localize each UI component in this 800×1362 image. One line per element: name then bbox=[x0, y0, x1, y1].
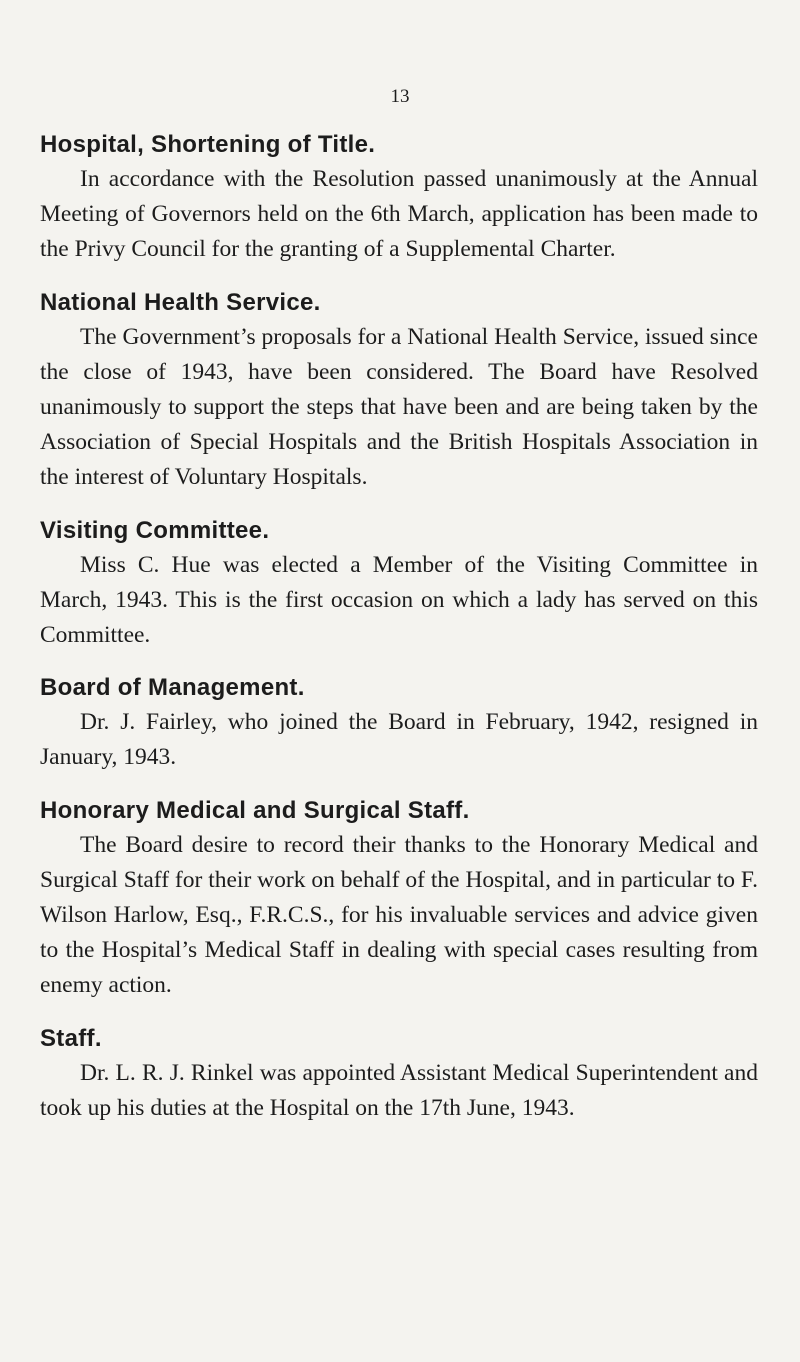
section-national-health-service bbox=[40, 286, 758, 496]
section-board-of-management bbox=[40, 671, 758, 775]
section-heading: Visiting Committee. bbox=[40, 516, 270, 544]
section-body: The Board desire to record their thanks to the Honorary Medical and Surgical Staff for their work on behalf of the Hospital, and in particular to F. Wilson Harlow, Esq., F.R.C.S., for his invaluable services and advice given to the Hospital’s Medical Staff in dealing with special cases resulting from enemy action. bbox=[40, 831, 758, 999]
section-hospital-title bbox=[40, 128, 758, 268]
page-number: 13 bbox=[390, 86, 410, 107]
section-body: In accordance with the Resolution passed unanimously at the Annual Meeting of Governors held on the 6th March, application has been made to the Privy Council for the granting of a Supplemental Charter. bbox=[40, 166, 758, 263]
section-body: Dr. J. Fairley, who joined the Board in February, 1942, resigned in January, 1943. bbox=[40, 709, 758, 771]
section-heading: Staff. bbox=[40, 1024, 102, 1052]
section-visiting-committee bbox=[40, 514, 758, 654]
section-staff bbox=[40, 1022, 758, 1126]
section-heading: Honorary Medical and Surgical Staff. bbox=[40, 796, 470, 824]
section-honorary-staff bbox=[40, 794, 758, 1004]
page-content bbox=[40, 128, 758, 1126]
section-heading: National Health Service. bbox=[40, 288, 321, 316]
section-body: Miss C. Hue was elected a Member of the Visiting Committee in March, 1943. This is the first occasion on which a lady has served on this Committee. bbox=[40, 551, 758, 649]
section-heading: Board of Management. bbox=[40, 674, 305, 702]
section-body: Dr. L. R. J. Rinkel was appointed Assistant Medical Superintendent and took up his duties at the Hospital on the 17th June, 1943. bbox=[40, 1059, 758, 1121]
section-heading: Hospital, Shortening of Title. bbox=[40, 131, 376, 158]
section-body: The Government’s proposals for a National Health Service, issued since the close of 1943, have been considered. The Board have Resolved unanimously to support the steps that have been and are being taken by the Association of Special Hospitals and the British Hospitals Association in the interest of Voluntary Hospitals. bbox=[40, 323, 758, 491]
